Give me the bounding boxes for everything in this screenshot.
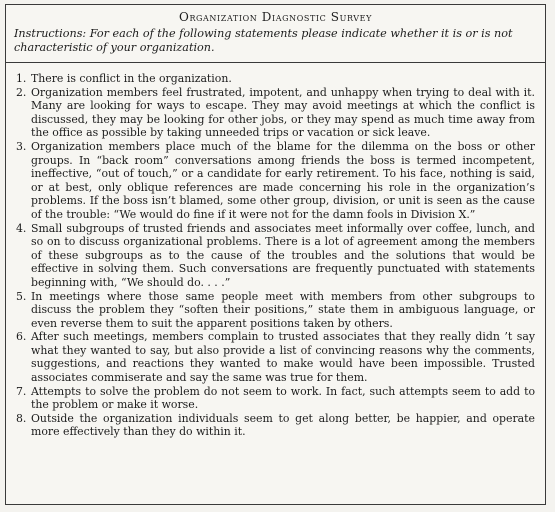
statement-text: Organization members place much of the blame for the dilemma on the boss or other groups. In “back room” conversations among friends the boss is termed incompetent, ineffective, “out of touch,” or a candidate for early retirement. To his face, nothing is said, or at best, only oblique references are made concerning his role in the organization’s problems. If the boss isn’t blamed, some other group, division, or unit is seen as the cause of the trouble: “We would do fine if it were not for the damn fools in Division X.” — [31, 139, 535, 221]
statement-item — [16, 412, 535, 439]
statement-text: Organization members feel frustrated, impotent, and unhappy when trying to deal with it. Many are looking for ways to escape. They may avoid meetings at which the conflict is discussed, they may be looking for other jobs, or they may spend as much time away from the office as possible by taking unneeded trips or vacation or sick leave. — [31, 85, 535, 140]
statement-number: 6. — [16, 330, 27, 344]
statement-number: 5. — [16, 289, 27, 303]
statement-text: Attempts to solve the problem do not seem to work. In fact, such attempts seem to add to the problem or make it worse. — [31, 384, 535, 412]
survey-header — [6, 5, 545, 63]
statement-item — [16, 330, 535, 384]
survey-instructions: Instructions: For each of the following statements please indicate whether it is or is not characteristic of your organization. — [14, 27, 513, 54]
statement-number: 1. — [16, 72, 27, 85]
statement-item — [16, 222, 535, 290]
statement-item — [16, 385, 535, 412]
statement-list — [6, 63, 545, 439]
statement-number: 8. — [16, 411, 27, 425]
statement-text: There is conflict in the organization. — [31, 72, 232, 85]
statement-text: After such meetings, members complain to trusted associates that they really didn ’t say what they wanted to say, but also provide a list of convincing reasons why the comments, suggestions, and reactions they wanted to make would have been impossible. Trusted associates commiserate and say the same was true for them. — [31, 330, 535, 385]
statement-item — [16, 86, 535, 140]
statement-text: Small subgroups of trusted friends and associates meet informally over coffee, lunch, and so on to discuss organizational problems. There is a lot of agreement among the members of these subgroups as to the cause of the troubles and the solutions that would be effective in solving them. Such conversations are frequently punctuated with statements beginning with, “We should do. . . .” — [31, 221, 535, 289]
statement-text: In meetings where those same people meet with members from other subgroups to discuss the problem they “soften their positions,” state them in ambiguous language, or even reverse them to suit the apparent positions taken by others. — [31, 289, 535, 330]
statement-number: 3. — [16, 139, 27, 153]
statement-number: 4. — [16, 221, 27, 235]
diagnostic-survey-panel — [5, 4, 546, 505]
statement-text: Outside the organization individuals seem to get along better, be happier, and operate more effectively than they do within it. — [31, 411, 535, 439]
statement-item — [16, 290, 535, 331]
statement-item — [16, 140, 535, 222]
statement-number: 7. — [16, 384, 27, 398]
statement-number: 2. — [16, 85, 27, 99]
statement-item — [16, 72, 535, 86]
survey-title: Organization Diagnostic Survey — [179, 10, 372, 24]
